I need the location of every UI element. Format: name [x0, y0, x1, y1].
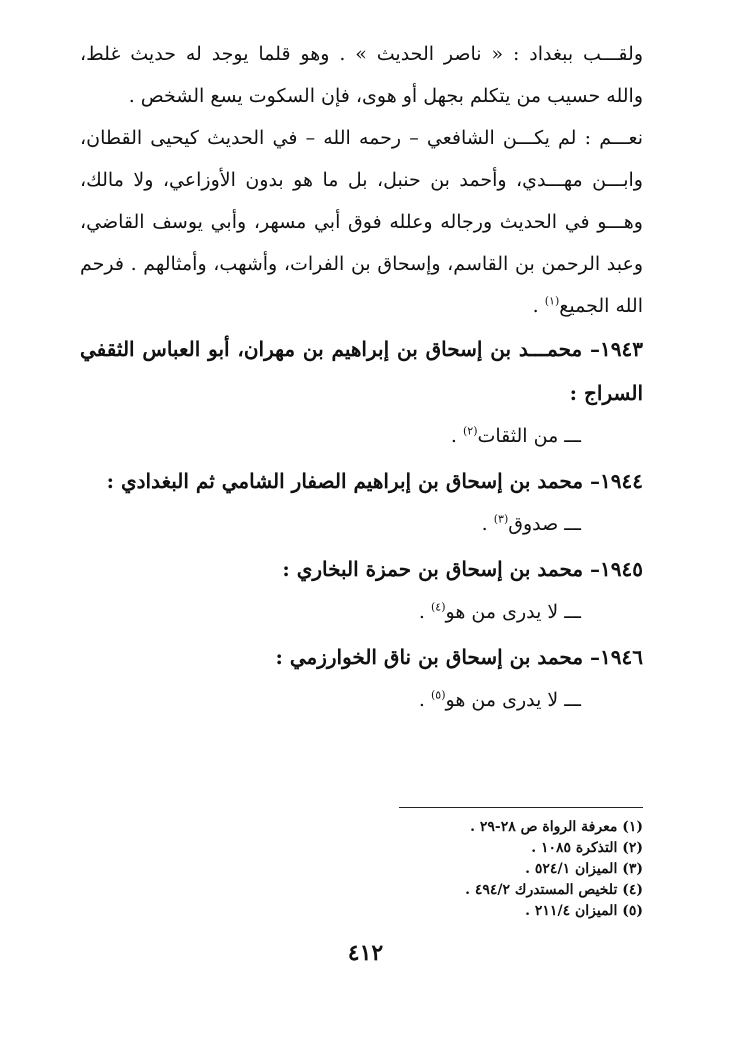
entry-heading	[80, 554, 643, 598]
entry-text: ـــ من الثقات	[477, 425, 581, 447]
entry-number: ١٩٤٦	[600, 645, 643, 669]
text-line: نعـــم : لم يكـــن الشافعي – رحمه الله – في الحديث كيحيى القطان،	[80, 127, 643, 149]
text-fragment: .	[532, 295, 545, 317]
entry-body	[80, 510, 643, 554]
text-fragment: .	[418, 689, 431, 711]
entry-name: محمد بن إسحاق بن حمزة البخاري :	[282, 557, 584, 581]
entry-number: ١٩٤٥	[600, 557, 643, 581]
entry-name: محمد بن إسحاق بن إبراهيم الصفار الشامي ثم البغدادي :	[106, 469, 584, 493]
footnote-ref: (٣)	[493, 512, 509, 526]
text-fragment: .	[481, 513, 494, 535]
text-line: وعبد الرحمن بن القاسم، وإسحاق بن الفرات، وأشهب، وأمثالهم . فرحم	[80, 253, 643, 275]
entry-body	[80, 598, 643, 642]
footnote: (٥) الميزان ٢١١/٤ .	[525, 903, 643, 919]
text-line: وابـــن مهـــدي، وأحمد بن حنبل، بل ما هو بدون الأوزاعي، ولا مالك،	[80, 169, 643, 191]
footnote: (٢) التذكرة ١٠٨٥ .	[531, 840, 643, 856]
text-line: وهـــو في الحديث ورجاله وعلله فوق أبي مسهر، وأبي يوسف القاضي،	[80, 211, 643, 233]
entry-text: ـــ لا يدرى من هو	[445, 689, 581, 711]
entry-body	[80, 422, 643, 466]
text-line: ولقـــب ببغداد : « ناصر الحديث » . وهو قلما يوجد له حديث غلط،	[80, 43, 643, 65]
text-line: والله حسيب من يتكلم بجهل أو هوى، فإن السكوت يسع الشخص .	[128, 85, 643, 107]
entry-heading	[80, 334, 643, 378]
text-fragment: .	[450, 425, 463, 447]
entry-body	[80, 686, 643, 730]
entry-dash: –	[583, 645, 601, 669]
footnotes	[465, 817, 643, 922]
entry-number: ١٩٤٤	[600, 469, 643, 493]
footnote-ref: (٤)	[431, 600, 446, 614]
entry-number: ١٩٤٣	[600, 337, 643, 361]
entry-heading-continued: السراج :	[569, 381, 643, 405]
footnote: (١) معرفة الرواة ص ٢٨-٢٩ .	[470, 819, 643, 835]
entry-heading	[80, 466, 643, 510]
page-body	[80, 40, 643, 730]
text-line-last	[80, 292, 643, 334]
entry-dash: –	[583, 469, 601, 493]
entry-name: محمد بن إسحاق بن ناق الخوارزمي :	[275, 645, 584, 669]
text-fragment: الله الجميع	[559, 295, 643, 317]
entry-dash: –	[582, 337, 601, 361]
text-fragment: .	[418, 601, 431, 623]
entry-heading	[80, 642, 643, 686]
footnote: (٣) الميزان ٥٢٤/١ .	[525, 861, 643, 877]
footnote-divider	[399, 807, 643, 808]
footnote-ref: (٥)	[431, 688, 446, 702]
footnote-ref: (٢)	[462, 424, 478, 438]
page-number: ٤١٢	[347, 940, 384, 966]
footnote-ref: (١)	[544, 294, 560, 308]
entry-text: ـــ صدوق	[508, 513, 581, 535]
footnote: (٤) تلخيص المستدرك ٤٩٤/٢ .	[465, 882, 643, 898]
entry-text: ـــ لا يدرى من هو	[445, 601, 581, 623]
entry-dash: –	[583, 557, 601, 581]
entry-name: محمـــد بن إسحاق بن إبراهيم بن مهران، أبو العباس الثقفي	[80, 337, 583, 361]
